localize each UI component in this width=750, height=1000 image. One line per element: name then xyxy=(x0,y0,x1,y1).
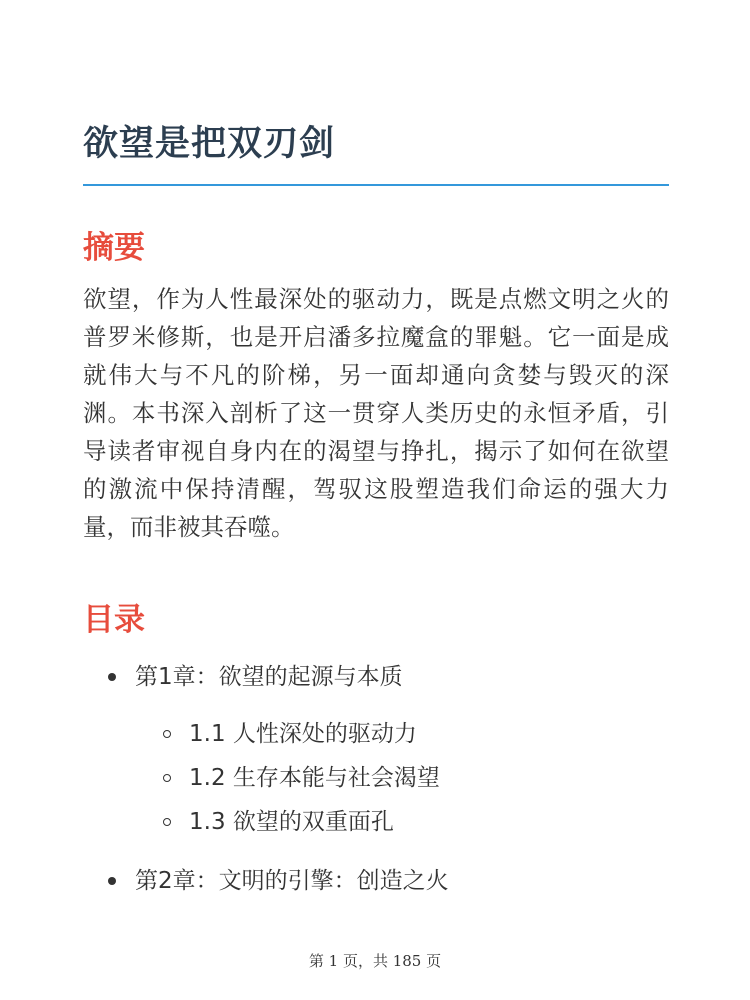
title-divider xyxy=(83,184,669,186)
page-footer: 第 1 页，共 185 页 xyxy=(308,952,442,970)
bullet-circle-icon xyxy=(163,730,171,738)
toc-section-1-3: 1.3 欲望的双重面孔 xyxy=(189,809,394,835)
bullet-disc-icon xyxy=(108,877,116,885)
toc-chapter-2: 第2章：文明的引擎：创造之火 xyxy=(135,868,449,894)
bullet-circle-icon xyxy=(163,818,171,826)
document-title: 欲望是把双刃剑 xyxy=(83,124,336,164)
toc-chapter-1: 第1章：欲望的起源与本质 xyxy=(135,664,403,690)
bullet-circle-icon xyxy=(163,774,171,782)
toc-section-1-2: 1.2 生存本能与社会渴望 xyxy=(189,765,440,791)
toc-heading: 目录 xyxy=(83,602,145,638)
bullet-disc-icon xyxy=(108,673,116,681)
toc-section-1-1: 1.1 人性深处的驱动力 xyxy=(189,721,417,747)
abstract-heading: 摘要 xyxy=(83,230,145,266)
abstract-paragraph: 欲望，作为人性最深处的驱动力，既是点燃文明之火的普罗米修斯，也是开启潘多拉魔盒的罪魁。它一面是成就伟大与不凡的阶梯，另一面却通向贪婪与毁灭的深渊。本书深入剖析了这一贯穿人类历史的永恒矛盾，引导读者审视自身内在的渴望与挣扎，揭示了如何在欲望的激流中保持清醒，驾驭这股塑造我们命运的强大力量，而非被其吞噬。 xyxy=(83,285,669,541)
